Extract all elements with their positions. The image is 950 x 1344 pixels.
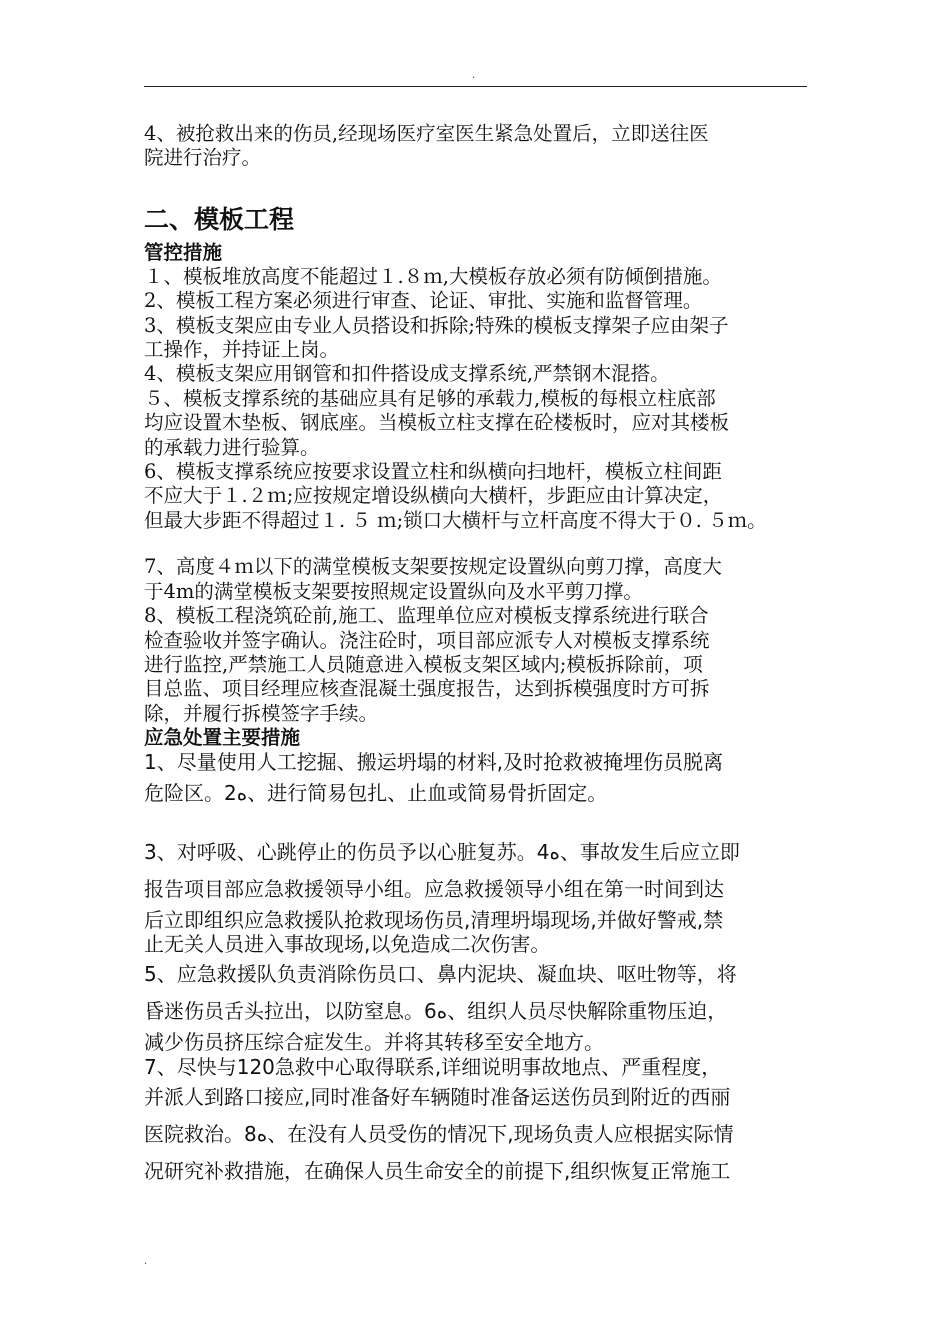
control-line: 4、模板支架应用钢管和扣件搭设成支撑系统,严禁钢木混搭。 xyxy=(144,362,670,386)
control-line: 不应大于１.２ｍ;应按规定增设纵横向大横杆，步距应由计算决定， xyxy=(144,484,723,508)
control-heading: 管控措施 xyxy=(144,240,223,264)
emergency-line: 减少伤员挤压综合症发生。并将其转移至安全地方。 xyxy=(144,1030,604,1055)
control-line: 但最大步距不得超过１. ５ ｍ;锁口大横杆与立杆高度不得大于０. ５ｍ。 xyxy=(144,508,767,532)
control-line: 除，并履行拆模签字手续。 xyxy=(144,701,379,725)
control-line: 进行监控,严禁施工人员随意进入模板支架区域内;模板拆除前，项 xyxy=(144,652,703,676)
control-line: 8、模板工程浇筑砼前,施工、监理单位应对模板支撑系统进行联合 xyxy=(144,604,709,628)
intro-line-1: 4、被抢救出来的伤员,经现场医疗室医生紧急处置后，立即送往医 xyxy=(144,122,709,145)
header-rule xyxy=(144,86,807,87)
control-line: 于4m的满堂模板支架要按照规定设置纵向及水平剪刀撑。 xyxy=(144,579,643,603)
control-line: 2、模板工程方案必须进行审查、论证、审批、实施和监督管理。 xyxy=(144,289,703,313)
emergency-line: 1、尽量使用人工挖掘、搬运坍塌的材料,及时抢救被掩埋伤员脱离 xyxy=(144,750,724,775)
emergency-line: 7、尽快与120急救中心取得联系,详细说明事故地点、严重程度， xyxy=(144,1054,722,1079)
emergency-line: 并派人到路口接应,同时准备好车辆随时准备运送伤员到附近的西丽 xyxy=(144,1085,731,1110)
emergency-line: 报告项目部应急救援领导小组。应急救援领导小组在第一时间到达 xyxy=(144,876,724,901)
document-body xyxy=(144,122,844,1190)
emergency-line: 昏迷伤员舌头拉出，以防窒息。6ﻩ、组织人员尽快解除重物压迫， xyxy=(144,999,728,1024)
control-line: 7、高度４ｍ以下的满堂模板支架要按规定设置纵向剪刀撑，高度大 xyxy=(144,555,722,579)
control-line: 6、模板支撑系统应按要求设置立柱和纵横向扫地杆，模板立柱间距 xyxy=(144,460,722,484)
emergency-line: 医院救治。8ﻩ、在没有人员受伤的情况下,现场负责人应根据实际情 xyxy=(144,1122,734,1147)
emergency-line: 3、对呼吸、心跳停止的伤员予以心脏复苏。4ﻩ、事故发生后应立即 xyxy=(144,839,740,864)
intro-line-2: 院进行治疗。 xyxy=(144,146,262,170)
emergency-line: 5、应急救援队负责消除伤员口、鼻内泥块、凝血块、呕吐物等，将 xyxy=(144,962,737,987)
emergency-line: 止无关人员进入事故现场,以免造成二次伤害。 xyxy=(144,931,551,956)
control-line: １、模板堆放高度不能超过１.８ｍ,大模板存放必须有防倾倒措施。 xyxy=(144,264,722,288)
control-line: 3、模板支架应由专业人员搭设和拆除;特殊的模板支撑架子应由架子 xyxy=(144,313,729,337)
control-line: 的承载力进行验算。 xyxy=(144,435,320,459)
emergency-heading: 应急处置主要措施 xyxy=(144,726,301,750)
header-dot: . xyxy=(472,70,476,81)
emergency-line: 况研究补救措施，在确保人员生命安全的前提下,组织恢复正常施工 xyxy=(144,1159,731,1184)
emergency-line: 危险区。2ﻩ、进行简易包扎、止血或简易骨折固定。 xyxy=(144,780,608,805)
control-line: 检查验收并签字确认。浇注砼时，项目部应派专人对模板支撑系统 xyxy=(144,628,710,652)
emergency-line: 后立即组织应急救援队抢救现场伤员,清理坍塌现场,并做好警戒,禁 xyxy=(144,907,724,932)
control-line: 工操作，并持证上岗。 xyxy=(144,338,340,362)
control-line: 目总监、项目经理应核查混凝土强度报告，达到拆模强度时方可拆 xyxy=(144,677,710,701)
control-line: 均应设置木垫板、钢底座。当模板立柱支撑在砼楼板时，应对其楼板 xyxy=(144,411,730,435)
control-line: ５、模板支撑系统的基础应具有足够的承载力,模板的每根立柱底部 xyxy=(144,386,716,410)
section-title: 二、模板工程 xyxy=(144,204,295,234)
footer-dot: . xyxy=(144,1256,148,1267)
